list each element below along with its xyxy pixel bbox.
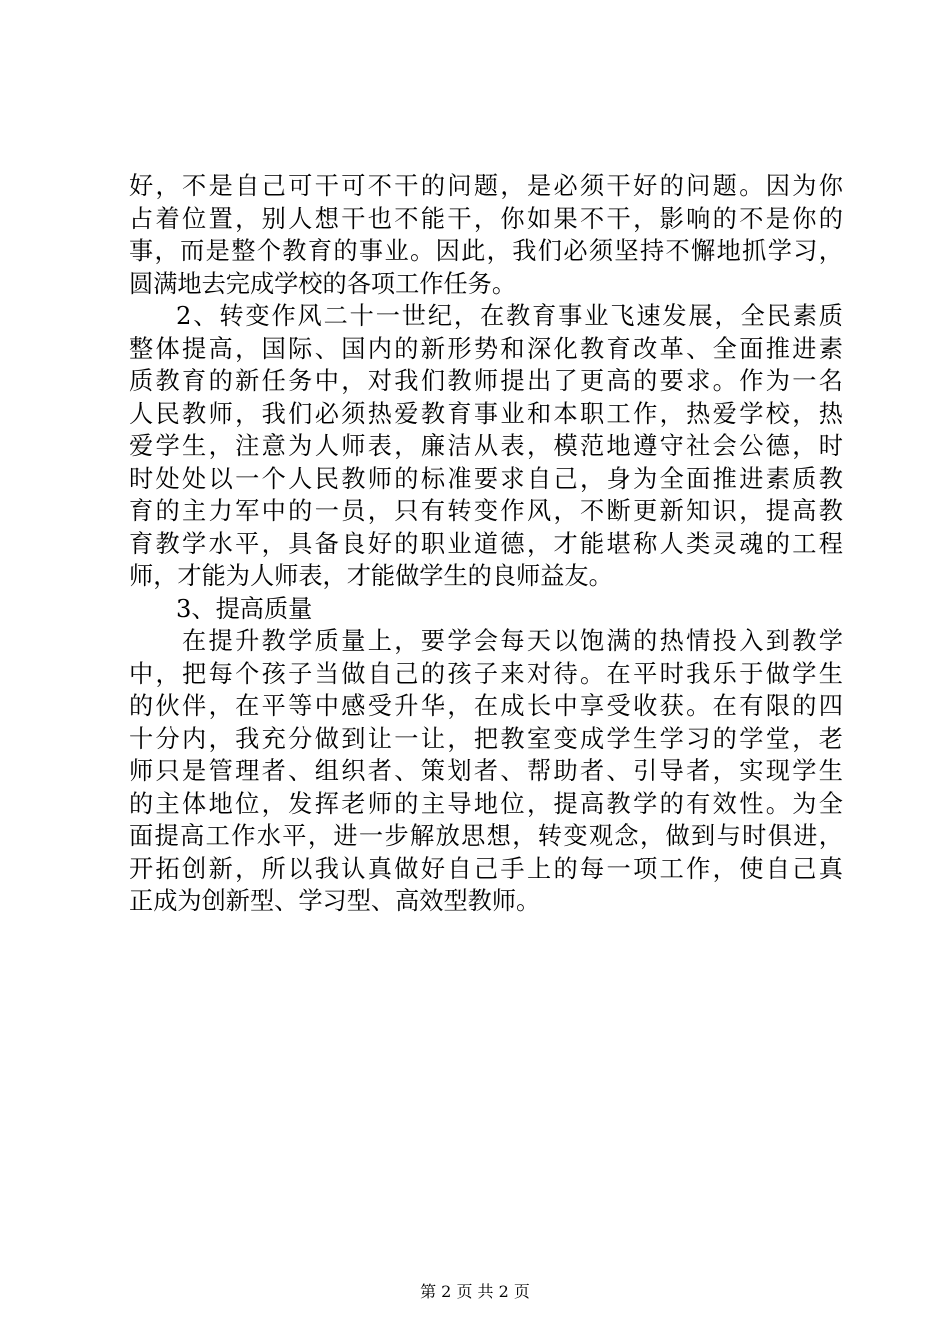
text-line: 质教育的新任务中，对我们教师提出了更高的要求。作为一名 (129, 367, 843, 395)
text-line: 师，才能为人师表，才能做学生的良师益友。 (129, 562, 613, 590)
text-line: 正成为创新型、学习型、高效型教师。 (129, 887, 541, 915)
text-line: 育教学水平，具备良好的职业道德，才能堪称人类灵魂的工程 (129, 529, 843, 558)
text-line: 整体提高，国际、国内的新形势和深化教育改革、全面推进素 (129, 334, 843, 363)
text-line: 事，而是整个教育的事业。因此，我们必须坚持不懈地抓学习， (129, 237, 843, 265)
text-line: 育的主力军中的一员，只有转变作风，不断更新知识，提高教 (129, 497, 843, 525)
text-line: 人民教师，我们必须热爱教育事业和本职工作，热爱学校，热 (129, 399, 843, 428)
text-line: 时处处以一个人民教师的标准要求自己，身为全面推进素质教 (129, 464, 843, 493)
text-line: 开拓创新，所以我认真做好自己手上的每一项工作，使自己真 (129, 854, 843, 883)
section-heading: 3、提高质量 (176, 594, 313, 623)
text-line: 圆满地去完成学校的各项工作任务。 (129, 269, 517, 298)
document-body (129, 170, 843, 918)
text-line: 的主体地位，发挥老师的主导地位，提高教学的有效性。为全 (129, 789, 843, 818)
text-line: 在提升教学质量上，要学会每天以饱满的热情投入到教学 (182, 627, 843, 655)
text-line: 爱学生，注意为人师表，廉洁从表，模范地遵守社会公德，时 (129, 432, 843, 460)
text-line: 的伙伴，在平等中感受升华，在成长中享受收获。在有限的四 (129, 692, 843, 720)
text-line: 面提高工作水平，进一步解放思想，转变观念，做到与时俱进， (129, 822, 843, 850)
text-line: 占着位置，别人想干也不能干，你如果不干，影响的不是你的 (129, 204, 843, 233)
page-footer (0, 1282, 950, 1302)
text-line: 师只是管理者、组织者、策划者、帮助者、引导者，实现学生 (129, 757, 843, 785)
page-number-label: 第 2 页 共 2 页 (420, 1282, 530, 1301)
text-line: 十分内，我充分做到让一让，把教室变成学生学习的学堂，老 (129, 724, 843, 753)
text-line: 好，不是自己可干可不干的问题，是必须干好的问题。因为你 (129, 172, 843, 200)
text-line: 中，把每个孩子当做自己的孩子来对待。在平时我乐于做学生 (129, 659, 843, 688)
text-line: 2、转变作风二十一世纪，在教育事业飞速发展，全民素质 (176, 302, 843, 330)
